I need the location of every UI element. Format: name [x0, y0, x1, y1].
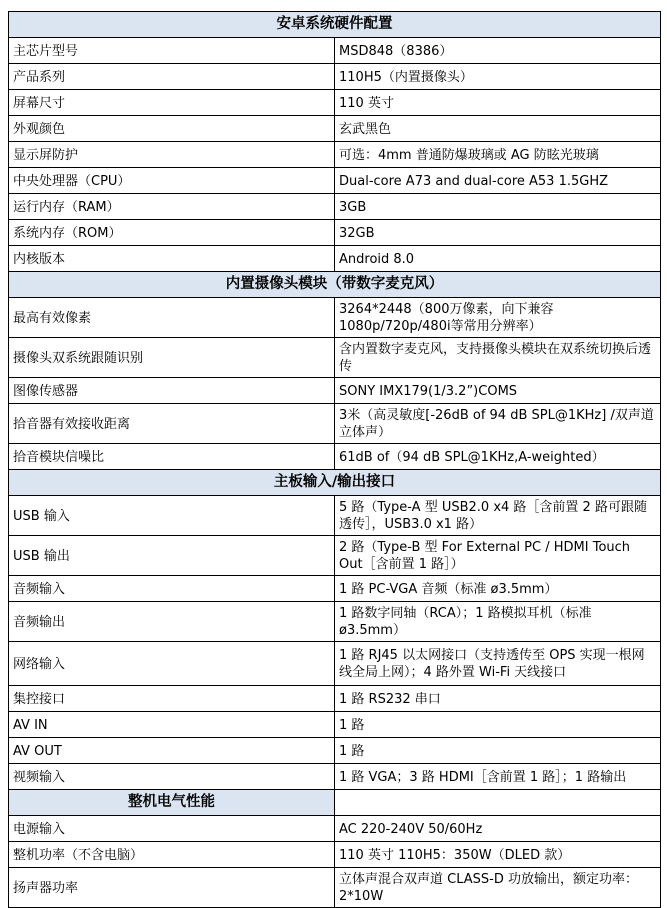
section-header — [9, 272, 661, 298]
spec-key: 系统内存（ROM） — [9, 220, 335, 246]
spec-key: 电源输入 — [9, 816, 335, 842]
spec-row — [9, 496, 661, 536]
section-title: 内置摄像头模块（带数字麦克风） — [9, 272, 661, 298]
spec-key: 显示屏防护 — [9, 142, 335, 168]
section-title: 主板输入/输出接口 — [9, 470, 661, 496]
section-header — [9, 470, 661, 496]
section-title: 整机电气性能 — [9, 790, 335, 816]
spec-row — [9, 90, 661, 116]
section-header — [9, 790, 661, 816]
spec-key: 拾音模块信噪比 — [9, 444, 335, 470]
spec-row — [9, 64, 661, 90]
spec-row — [9, 378, 661, 404]
spec-key: 内核版本 — [9, 246, 335, 272]
spec-key: 整机功率（不含电脑） — [9, 842, 335, 868]
spec-value: 3GB — [335, 194, 661, 220]
spec-value: MSD848（8386） — [335, 38, 661, 64]
spec-row — [9, 444, 661, 470]
spec-row — [9, 38, 661, 64]
spec-value: 1 路 RJ45 以太网接口（支持透传至 OPS 实现一根网线全局上网）；4 路外置 Wi-Fi 天线接口 — [335, 642, 661, 686]
spec-row — [9, 536, 661, 576]
spec-value: 110 英寸 110H5：350W（DLED 款） — [335, 842, 661, 868]
spec-key: 图像传感器 — [9, 378, 335, 404]
spec-table — [8, 11, 661, 908]
spec-value: 3米（高灵敏度[-26dB of 94 dB SPL@1KHz] /双声道立体声） — [335, 404, 661, 444]
spec-key: 运行内存（RAM） — [9, 194, 335, 220]
spec-value: Android 8.0 — [335, 246, 661, 272]
spec-value: Dual-core A73 and dual-core A53 1.5GHZ — [335, 168, 661, 194]
spec-row — [9, 576, 661, 602]
spec-value: 玄武黑色 — [335, 116, 661, 142]
spec-value: 3264*2448（800万像素，向下兼容1080p/720p/480i等常用分辨率） — [335, 298, 661, 338]
spec-value: 立体声混合双声道 CLASS-D 功放输出，额定功率：2*10W — [335, 868, 661, 908]
spec-value: 5 路（Type-A 型 USB2.0 x4 路［含前置 2 路可跟随透传］，USB3.0 x1 路） — [335, 496, 661, 536]
spec-key: 视频输入 — [9, 764, 335, 790]
spec-value: 1 路 PC-VGA 音频（标准 ø3.5mm） — [335, 576, 661, 602]
spec-row — [9, 642, 661, 686]
spec-row — [9, 816, 661, 842]
spec-value: 110H5（内置摄像头） — [335, 64, 661, 90]
spec-value: 1 路 VGA；3 路 HDMI［含前置 1 路］；1 路输出 — [335, 764, 661, 790]
spec-value: 61dB of（94 dB SPL@1KHz,A-weighted） — [335, 444, 661, 470]
spec-key: 产品系列 — [9, 64, 335, 90]
spec-value: 1 路 RS232 串口 — [335, 686, 661, 712]
spec-row — [9, 686, 661, 712]
spec-value: 含内置数字麦克风，支持摄像头模块在双系统切换后透传 — [335, 338, 661, 378]
spec-value: AC 220-240V 50/60Hz — [335, 816, 661, 842]
section-title: 安卓系统硬件配置 — [9, 12, 661, 38]
spec-key: 外观颜色 — [9, 116, 335, 142]
spec-row — [9, 712, 661, 738]
spec-key: 音频输入 — [9, 576, 335, 602]
spec-key: AV OUT — [9, 738, 335, 764]
spec-row — [9, 194, 661, 220]
spec-key: USB 输出 — [9, 536, 335, 576]
spec-value: SONY IMX179(1/3.2”)COMS — [335, 378, 661, 404]
section-header — [9, 12, 661, 38]
spec-row — [9, 338, 661, 378]
spec-value: 110 英寸 — [335, 90, 661, 116]
spec-key: 音频输出 — [9, 602, 335, 642]
spec-value: 2 路（Type-B 型 For External PC / HDMI Touch Out［含前置 1 路］） — [335, 536, 661, 576]
spec-row — [9, 404, 661, 444]
spec-row — [9, 764, 661, 790]
spec-row — [9, 142, 661, 168]
spec-key: 集控接口 — [9, 686, 335, 712]
spec-row — [9, 168, 661, 194]
spec-row — [9, 602, 661, 642]
spec-value: 32GB — [335, 220, 661, 246]
spec-key: 主芯片型号 — [9, 38, 335, 64]
spec-row — [9, 246, 661, 272]
spec-value: 可选：4mm 普通防爆玻璃或 AG 防眩光玻璃 — [335, 142, 661, 168]
spec-value: 1 路 — [335, 712, 661, 738]
spec-key: 扬声器功率 — [9, 868, 335, 908]
spec-value: 1 路数字同轴（RCA）；1 路模拟耳机（标准 ø3.5mm） — [335, 602, 661, 642]
spec-row — [9, 220, 661, 246]
spec-row — [9, 738, 661, 764]
spec-key: AV IN — [9, 712, 335, 738]
spec-key: 最高有效像素 — [9, 298, 335, 338]
spec-row — [9, 116, 661, 142]
spec-key: 屏幕尺寸 — [9, 90, 335, 116]
spec-key: 拾音器有效接收距离 — [9, 404, 335, 444]
spec-key: USB 输入 — [9, 496, 335, 536]
spec-key: 网络输入 — [9, 642, 335, 686]
spec-value: 1 路 — [335, 738, 661, 764]
spec-row — [9, 298, 661, 338]
spec-row — [9, 868, 661, 908]
spec-key: 摄像头双系统跟随识别 — [9, 338, 335, 378]
section-header-blank — [335, 790, 661, 816]
spec-key: 中央处理器（CPU） — [9, 168, 335, 194]
spec-row — [9, 842, 661, 868]
